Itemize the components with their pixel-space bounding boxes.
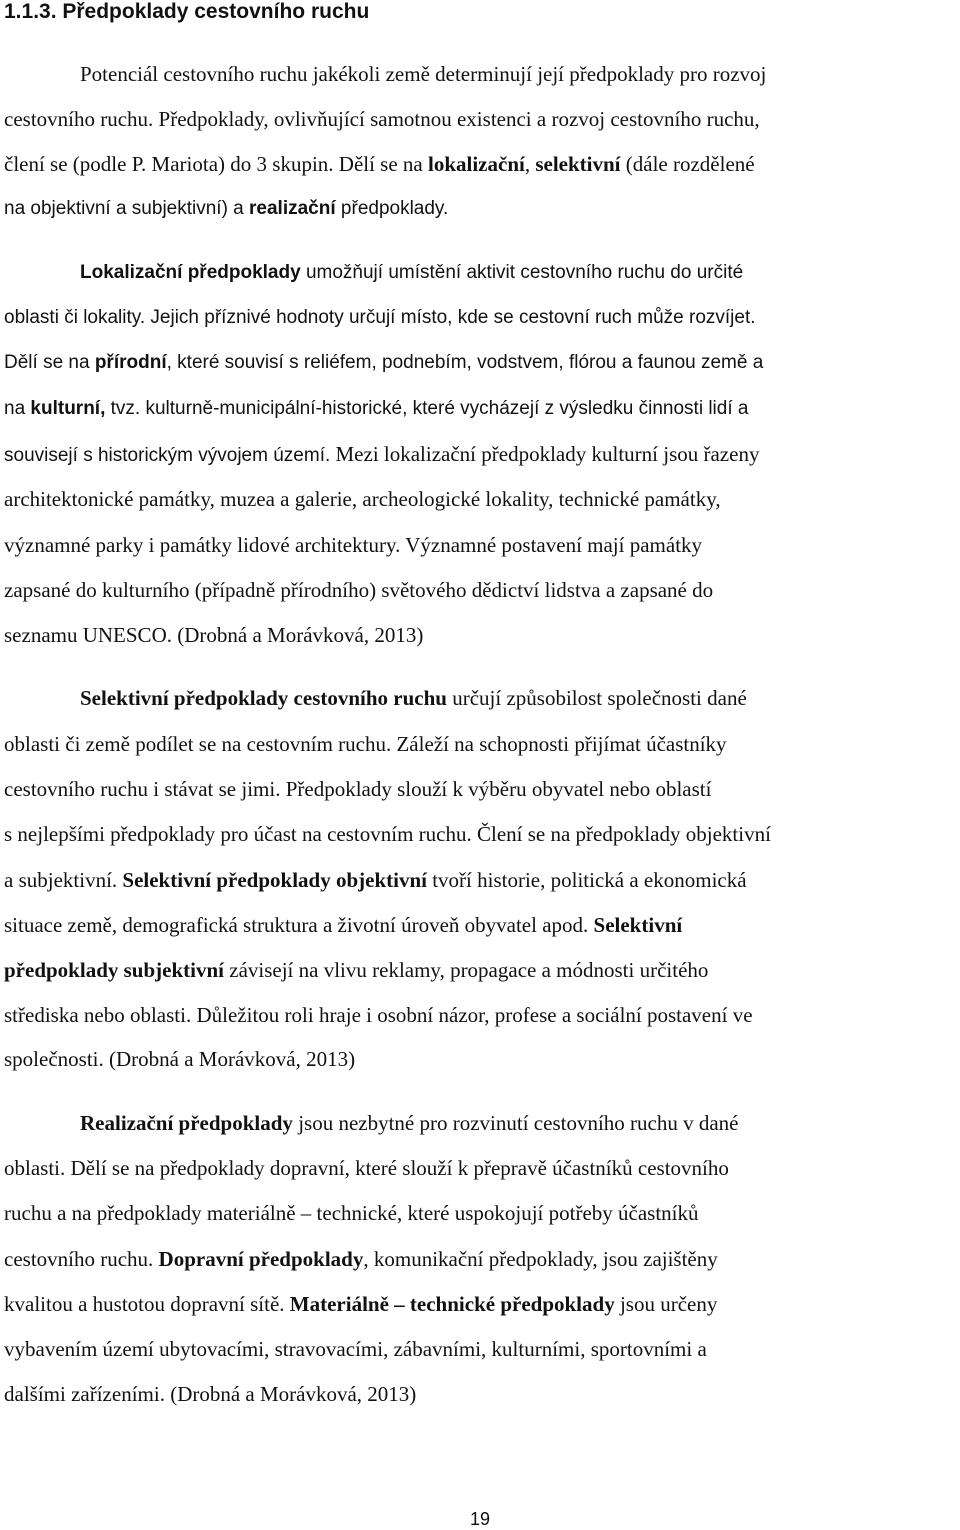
text-run: souvisejí s historickým vývojem území. — [4, 445, 331, 466]
p3-line-4: s nejlepšími předpoklady pro účast na cestovním ruchu. Člení se na předpoklady objektivní — [4, 822, 771, 846]
p3-line-9: společnosti. (Drobná a Morávková, 2013) — [4, 1047, 356, 1071]
p2-line-1 — [80, 261, 743, 285]
p2-line-4 — [4, 397, 748, 421]
text-run: jsou určeny — [614, 1292, 718, 1316]
text-run: , které souvisí s reliéfem, podnebím, vodstvem, flórou a faunou země a — [166, 352, 764, 373]
p3-line-6 — [4, 913, 682, 937]
bold-term: lokalizační — [428, 152, 525, 176]
text-run: , — [524, 152, 536, 176]
text-run: Mezi lokalizační předpoklady kulturní jsou řazeny — [330, 442, 760, 466]
p3-line-5 — [4, 868, 747, 892]
text-run: na — [4, 398, 31, 419]
text-run: situace země, demografická struktura a životní úroveň obyvatel apod. — [4, 913, 594, 937]
p4-line-6: vybavením území ubytovacími, stravovacími, zábavními, kulturními, sportovními a — [4, 1337, 707, 1361]
p3-line-7 — [4, 958, 708, 982]
text-run: jsou nezbytné pro rozvinutí cestovního ruchu v dané — [292, 1111, 739, 1135]
p3-line-8: střediska nebo oblasti. Důležitou roli hraje i osobní názor, profese a sociální postavení ve — [4, 1003, 753, 1027]
text-run: (dále rozdělené — [620, 152, 755, 176]
p4-line-5 — [4, 1292, 717, 1316]
bold-term: předpoklady subjektivní — [4, 958, 224, 982]
p4-line-7: dalšími zařízeními. (Drobná a Morávková, 2013) — [4, 1382, 417, 1406]
p4-line-2: oblasti. Dělí se na předpoklady dopravní, které slouží k přepravě účastníků cestovního — [4, 1156, 729, 1180]
p4-line-3: ruchu a na předpoklady materiálně – technické, které uspokojují potřeby účastníků — [4, 1201, 699, 1225]
p1-line-1: Potenciál cestovního ruchu jakékoli země determinují její předpoklady pro rozvoj — [80, 62, 767, 86]
p3-line-1 — [80, 686, 747, 710]
text-run: umožňují umístění aktivit cestovního ruchu do určité — [300, 262, 744, 283]
p2-line-5 — [4, 442, 759, 468]
bold-term: Materiálně – technické předpoklady — [289, 1292, 615, 1316]
p2-line-3 — [4, 351, 763, 375]
p3-line-3: cestovního ruchu i stávat se jimi. Předpoklady slouží k výběru obyvatel nebo oblastí — [4, 777, 712, 801]
bold-term: Selektivní — [593, 913, 683, 937]
page-number: 19 — [469, 1509, 491, 1529]
p2-line-2: oblasti či lokality. Jejich příznivé hodnoty určují místo, kde se cestovní ruch může rozvíjet. — [4, 307, 756, 328]
bold-term: Dopravní předpoklady — [158, 1247, 364, 1271]
text-run: závisejí na vlivu reklamy, propagace a módnosti určitého — [224, 958, 709, 982]
text-run: na objektivní a subjektivní) a — [4, 198, 250, 219]
p2-line-9: seznamu UNESCO. (Drobná a Morávková, 2013) — [4, 623, 424, 647]
text-run: určují způsobilost společnosti dané — [446, 686, 747, 710]
p2-line-7: významné parky i památky lidové architektury. Významné postavení mají památky — [4, 533, 703, 557]
p3-line-2: oblasti či země podílet se na cestovním ruchu. Záleží na schopnosti přijímat účastníky — [4, 732, 727, 756]
text-run: tvz. kulturně-municipální-historické, které vycházejí z výsledku činnosti lidí a — [105, 398, 749, 419]
p1-line-4 — [4, 197, 448, 221]
text-run: cestovního ruchu. — [4, 1247, 159, 1271]
p1-line-3 — [4, 152, 755, 176]
text-run: člení se (podle P. Mariota) do 3 skupin. Dělí se na — [4, 152, 428, 176]
bold-term: realizační — [249, 198, 336, 219]
bold-term: Lokalizační předpoklady — [80, 262, 301, 283]
p1-line-2: cestovního ruchu. Předpoklady, ovlivňující samotnou existenci a rozvoj cestovního ruchu, — [4, 107, 760, 131]
text-run: předpoklady. — [335, 198, 449, 219]
bold-term: kulturní, — [30, 398, 106, 419]
bold-term: selektivní — [535, 152, 621, 176]
text-run: a subjektivní. — [4, 868, 123, 892]
bold-term: Realizační předpoklady — [80, 1111, 293, 1135]
p4-line-4 — [4, 1247, 718, 1271]
bold-term: Selektivní předpoklady cestovního ruchu — [80, 686, 447, 710]
section-heading: 1.1.3. Předpoklady cestovního ruchu — [4, 0, 370, 23]
bold-term: Selektivní předpoklady objektivní — [122, 868, 427, 892]
text-run: Dělí se na — [4, 352, 95, 373]
p4-line-1 — [80, 1111, 739, 1135]
text-run: , komunikační předpoklady, jsou zajištěny — [363, 1247, 718, 1271]
p2-line-6: architektonické památky, muzea a galerie, archeologické lokality, technické památky, — [4, 487, 721, 511]
text-run: kvalitou a hustotou dopravní sítě. — [4, 1292, 290, 1316]
text-run: tvoří historie, politická a ekonomická — [426, 868, 747, 892]
bold-term: přírodní — [94, 352, 167, 373]
p2-line-8: zapsané do kulturního (případně přírodního) světového dědictví lidstva a zapsané do — [4, 578, 714, 602]
